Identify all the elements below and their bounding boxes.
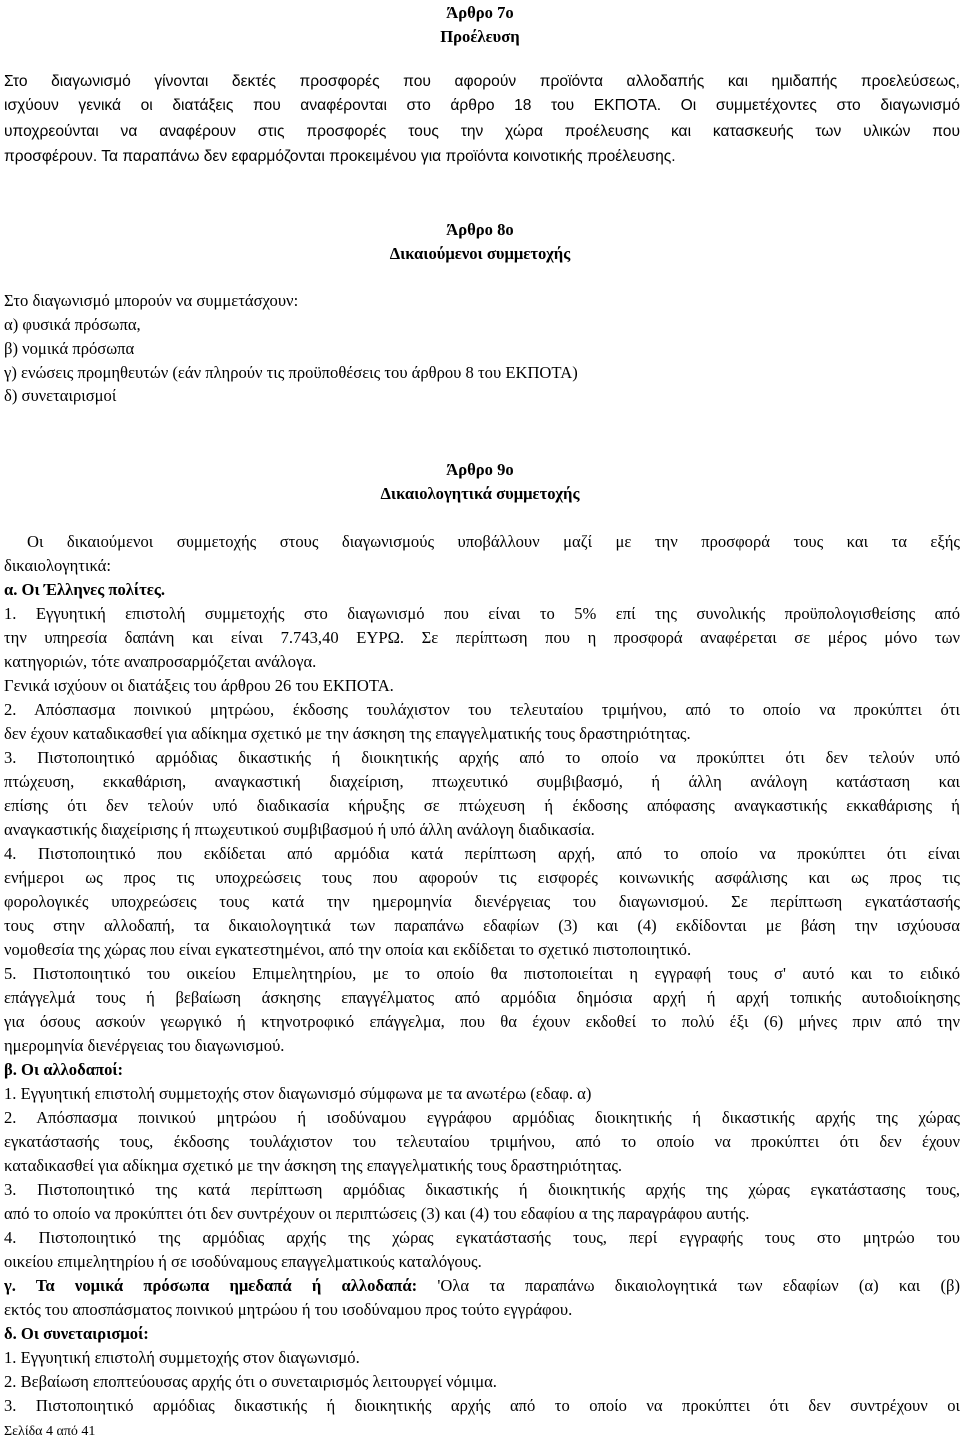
text-line: 5. Πιστοποιητικό του οικείου Επιμελητηρίου, με το οποίο θα πιστοποιείται η εγγραφή τους σ' αυτό και το ειδικό <box>4 964 960 983</box>
text-line: οικείου επιμελητηρίου ή σε ισοδύναμους επαγγελματικούς καταλόγους. <box>4 1252 482 1271</box>
article7-title: Άρθρο 7ο <box>446 3 514 22</box>
section-c-line <box>4 1274 960 1298</box>
text-line: επίσης ότι δεν τελούν υπό διαδικασία κήρυξης σε πτώχευση ή έκδοσης απόφασης αναγκαστικής εκκαθάρισης ή <box>4 796 960 815</box>
article8-item: β) νομικά πρόσωπα <box>4 339 135 358</box>
text-line: για όσους ασκούν γεωργικό ή κτηνοτροφικό επάγγελμα, που θα έχουν εκδοθεί το πολύ έξι (6) μήνες πριν από την <box>4 1012 960 1031</box>
text-line: 2. Απόσπασμα ποινικού μητρώου ή ισοδύναμου εγγράφου αρμόδιας διοικητικής ή δικαστικής αρχής της χώρας <box>4 1108 960 1127</box>
text-line: 2. Βεβαίωση εποπτεύουσας αρχής ότι ο συνεταιρισμός λειτουργεί νόμιμα. <box>4 1372 497 1391</box>
text-line: 2. Απόσπασμα ποινικού μητρώου, έκδοσης τουλάχιστον του τελευταίου τριμήνου, από το οποίο να προκύπτει ότι <box>4 700 960 719</box>
text-line: 1. Εγγυητική επιστολή συμμετοχής στον διαγωνισμό. <box>4 1348 360 1367</box>
text-line: επάγγελμά τους ή βεβαίωση άσκησης επαγγέλματος από αρμόδια δημόσια αρχή ή αρχή τοπικής αυτοδιοίκησης <box>4 988 960 1007</box>
text-line: δεν έχουν καταδικασθεί για αδίκημα σχετικό με την άσκηση της επαγγελματικής τους δραστηριότητας. <box>4 724 691 743</box>
article8-subtitle: Δικαιούμενοι συμμετοχής <box>389 244 571 263</box>
article9-subtitle: Δικαιολογητικά συμμετοχής <box>380 484 580 503</box>
text-line: 3. Πιστοποιητικό αρμόδιας δικαστικής ή διοικητικής αρχής από το οποίο να προκύπτει ότι δεν τελούν υπό <box>4 748 960 767</box>
article8-item: α) φυσικά πρόσωπα, <box>4 315 141 334</box>
text-line: ημερομηνία διενέργειας του διαγωνισμού. <box>4 1036 285 1055</box>
text-line: πτώχευση, εκκαθάριση, αναγκαστική διαχείριση, πτωχευτικό συμβιβασμό, ή άλλη ανάλογη κατάσταση και <box>4 772 960 791</box>
text-line: εγκατάστασής τους, έκδοσης τουλάχιστον του τελευταίου τριμήνου, από το οποίο να προκύπτει ότι δεν έχουν <box>4 1132 960 1151</box>
section-a-heading: α. Οι Έλληνες πολίτες. <box>4 580 165 599</box>
text-line: Γενικά ισχύουν οι διατάξεις του άρθρου 26 του ΕΚΠΟΤΑ. <box>4 676 394 695</box>
text-line: νομοθεσία της χώρας που είναι εγκατεστημένοι, από την οποία και εκδίδεται το σχετικό πιστοποιητικό. <box>4 940 692 959</box>
article7-subtitle: Προέλευση <box>440 27 520 46</box>
article7-line: ισχύουν γενικά οι διατάξεις που αναφέρονται στο άρθρο 18 του ΕΚΠΟΤΑ. Οι συμμετέχοντες στο διαγωνισμό <box>4 97 960 114</box>
text-line: την υπηρεσία δαπάνη και είναι 7.743,40 ΕΥΡΩ. Σε περίπτωση που η προσφορά αναφέρεται σε μέρος μόνο των <box>4 628 960 647</box>
article9-intro-line: δικαιολογητικά: <box>4 556 111 575</box>
text-line: 3. Πιστοποιητικό της κατά περίπτωση αρμόδιας δικαστικής ή διοικητικής αρχής της χώρας εγκατάστασης τους, <box>4 1180 960 1199</box>
text-line: 1. Εγγυητική επιστολή συμμετοχής στο διαγωνισμό που είναι το 5% επί της συνολικής προϋπολογισθείσης από <box>4 604 960 623</box>
text-line: εκτός του αποσπάσματος ποινικού μητρώου ή του ισοδύναμου προς τούτο εγγράφου. <box>4 1300 573 1319</box>
section-d-heading: δ. Οι συνεταιρισμοί: <box>4 1324 149 1343</box>
article7-line: Στο διαγωνισμό γίνονται δεκτές προσφορές που αφορούν προϊόντα αλλοδαπής και ημιδαπής προελεύσεως, <box>4 73 960 90</box>
article7-line: υποχρεούνται να αναφέρουν στις προσφορές τους την χώρα προέλευσης και κατασκευής των υλικών που <box>4 123 960 140</box>
section-c-text: 'Ολα τα παραπάνω δικαιολογητικά των εδαφίων (α) και (β) <box>437 1276 960 1295</box>
text-line: ενήμεροι ως προς τις υποχρεώσεις τους που αφορούν τις εισφορές κοινωνικής ασφάλισης και ως προς τις <box>4 868 960 887</box>
text-line: από το οποίο να προκύπτει ότι δεν συντρέχουν οι περιπτώσεις (3) και (4) του εδαφίου α της παραγράφου αυτής. <box>4 1204 750 1223</box>
article8-item: γ) ενώσεις προμηθευτών (εάν πληρούν τις προϋποθέσεις του άρθρου 8 του ΕΚΠΟΤΑ) <box>4 363 578 382</box>
text-line: 3. Πιστοποιητικό αρμόδιας δικαστικής ή διοικητικής αρχής από το οποίο να προκύπτει ότι δεν συντρέχουν οι <box>4 1396 960 1415</box>
text-line: 1. Εγγυητική επιστολή συμμετοχής στον διαγωνισμό σύμφωνα με τα ανωτέρω (εδαφ. α) <box>4 1084 592 1103</box>
article9-title: Άρθρο 9ο <box>446 460 514 479</box>
article9-intro-line: Οι δικαιούμενοι συμμετοχής στους διαγωνισμούς υποβάλλουν μαζί με την προσφορά τους και τα εξής <box>27 532 960 551</box>
text-line: 4. Πιστοποιητικό που εκδίδεται από αρμόδια κατά περίπτωση αρχή, από το οποίο να προκύπτει ότι είναι <box>4 844 960 863</box>
section-c-heading: γ. Τα νομικά πρόσωπα ημεδαπά ή αλλοδαπά: <box>4 1276 418 1295</box>
article7-line: προσφέρουν. Τα παραπάνω δεν εφαρμόζονται προκειμένου για προϊόντα κοινοτικής προέλευσης. <box>4 148 676 165</box>
page-number: Σελίδα 4 από 41 <box>4 1424 96 1439</box>
text-line: αναγκαστικής διαχείρισης ή πτωχευτικού συμβιβασμού ή υπό άλλη ανάλογη διαδικασία. <box>4 820 595 839</box>
section-b-heading: β. Οι αλλοδαποί: <box>4 1060 124 1079</box>
article8-intro: Στο διαγωνισμό μπορούν να συμμετάσχουν: <box>4 291 299 310</box>
text-line: κατηγοριών, τότε αναπροσαρμόζεται ανάλογα. <box>4 652 317 671</box>
text-line: καταδικασθεί για αδίκημα σχετικό με την άσκηση της επαγγελματικής τους δραστηριότητας. <box>4 1156 623 1175</box>
text-line: 4. Πιστοποιητικό της αρμόδιας αρχής της χώρας εγκατάστασής τους, περί εγγραφής τους στο μητρώο του <box>4 1228 960 1247</box>
text-line: φορολογικές υποχρεώσεις τους κατά την ημερομηνία διενέργειας του διαγωνισμού. Σε περίπτωση εγκατάστασής <box>4 892 960 911</box>
text-line: τους στην αλλοδαπή, τα δικαιολογητικά των παραπάνω εδαφίων (3) και (4) εκδίδονται με βάση την ισχύουσα <box>4 916 960 935</box>
article8-item: δ) συνεταιρισμοί <box>4 386 117 405</box>
article8-title: Άρθρο 8ο <box>446 220 514 239</box>
